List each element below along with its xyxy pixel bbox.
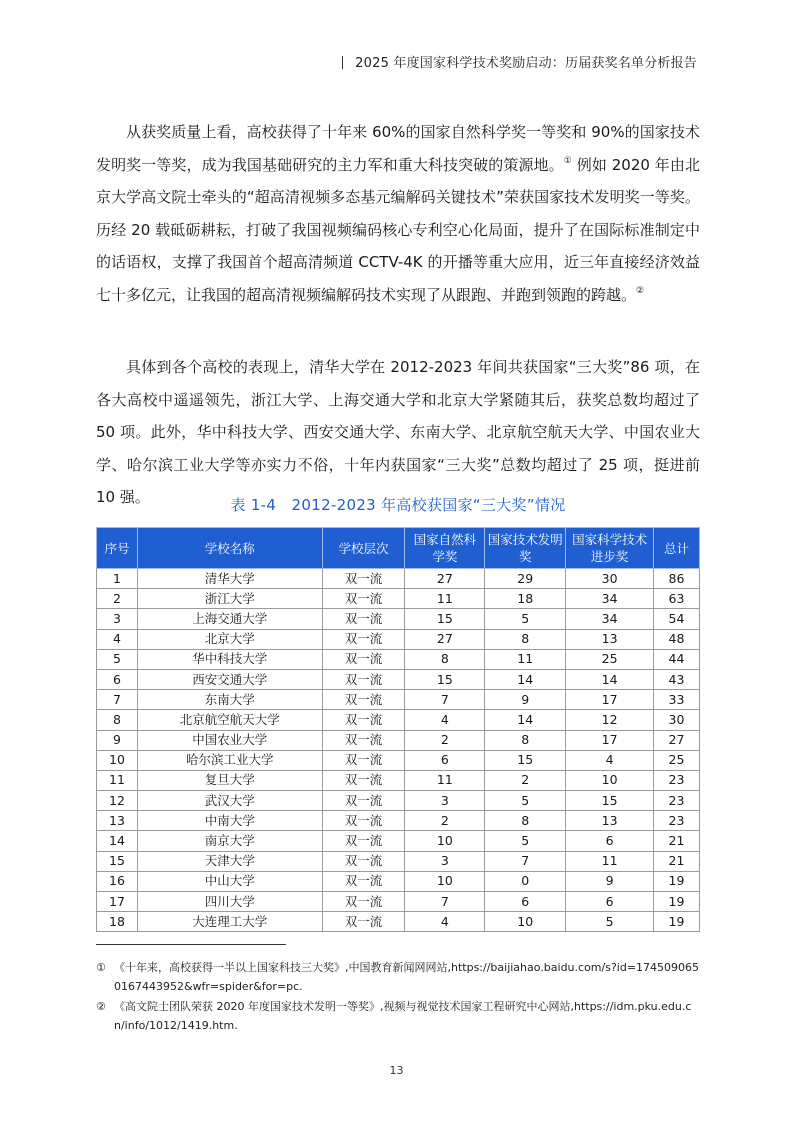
table-cell: 10 [566, 770, 654, 790]
table-cell: 43 [654, 669, 700, 689]
table-cell: 18 [97, 912, 138, 932]
table-cell: 0 [485, 871, 566, 891]
table-cell: 4 [405, 710, 485, 730]
table-cell: 2 [405, 730, 485, 750]
footnote-text: 《高文院士团队荣获 2020 年度国家技术发明一等奖》,视频与视觉技术国家工程研究中心网站,https://idm.pku.edu.cn/info/1012/1419.htm. [114, 1000, 692, 1032]
table-cell: 11 [405, 770, 485, 790]
footnote-mark: ① [96, 961, 106, 974]
table-cell: 7 [405, 690, 485, 710]
table-cell: 27 [654, 730, 700, 750]
table-cell: 上海交通大学 [137, 609, 322, 629]
column-header: 国家技术发明奖 [485, 528, 566, 569]
table-cell: 14 [566, 669, 654, 689]
table-row [97, 710, 700, 730]
table-cell: 双一流 [322, 750, 405, 770]
table-row [97, 750, 700, 770]
table-row [97, 569, 700, 589]
table-cell: 双一流 [322, 831, 405, 851]
table-cell: 1 [97, 569, 138, 589]
table-row [97, 690, 700, 710]
table-cell: 13 [97, 811, 138, 831]
table-cell: 9 [566, 871, 654, 891]
table-row [97, 730, 700, 750]
table-cell: 25 [566, 649, 654, 669]
table-cell: 2 [97, 589, 138, 609]
footnote-divider [96, 944, 286, 945]
table-cell: 北京航空航天大学 [137, 710, 322, 730]
table-cell: 17 [566, 690, 654, 710]
table-cell: 双一流 [322, 791, 405, 811]
column-header: 国家科学技术进步奖 [566, 528, 654, 569]
table-cell: 3 [405, 851, 485, 871]
table-cell: 11 [97, 770, 138, 790]
table-cell: 44 [654, 649, 700, 669]
table-cell: 27 [405, 629, 485, 649]
table-cell: 15 [97, 851, 138, 871]
paragraph-universities: 具体到各个高校的表现上，清华大学在 2012-2023 年间共获国家“三大奖”86 项，在各大高校中遥遥领先，浙江大学、上海交通大学和北京大学紧随其后，获奖总数均超过了 50 项。此外，华中科技大学、西安交通大学、东南大学、北京航空航天大学、中国农业大学、哈尔滨工业大学等亦实力不俗，十年内获国家“三大奖”总数均超过了 25 项，挺进前 10 强。 [96, 358, 700, 506]
table-cell: 8 [405, 649, 485, 669]
table-cell: 6 [566, 892, 654, 912]
table-cell: 3 [405, 791, 485, 811]
footnote-mark: ② [96, 1000, 106, 1013]
table-cell: 14 [97, 831, 138, 851]
table-cell: 清华大学 [137, 569, 322, 589]
running-header [342, 52, 697, 71]
table-cell: 6 [485, 892, 566, 912]
table-body [97, 569, 700, 932]
table-cell: 2 [405, 811, 485, 831]
table-cell: 南京大学 [137, 831, 322, 851]
table-cell: 双一流 [322, 649, 405, 669]
footnote-ref-1[interactable]: ① [563, 155, 572, 166]
table-cell: 4 [97, 629, 138, 649]
table-cell: 8 [97, 710, 138, 730]
table-cell: 6 [566, 831, 654, 851]
table-cell: 双一流 [322, 912, 405, 932]
table-cell: 北京大学 [137, 629, 322, 649]
table-cell: 中南大学 [137, 811, 322, 831]
table-cell: 6 [405, 750, 485, 770]
table-cell: 4 [566, 750, 654, 770]
table-cell: 四川大学 [137, 892, 322, 912]
table-cell: 9 [485, 690, 566, 710]
table-cell: 双一流 [322, 669, 405, 689]
table-cell: 63 [654, 589, 700, 609]
table-cell: 23 [654, 791, 700, 811]
table-cell: 8 [485, 629, 566, 649]
table-cell: 14 [485, 710, 566, 730]
table-row [97, 669, 700, 689]
table-cell: 9 [97, 730, 138, 750]
column-header: 学校名称 [137, 528, 322, 569]
footnotes [96, 958, 700, 1036]
table-cell: 8 [485, 730, 566, 750]
table-cell: 10 [405, 871, 485, 891]
table-cell: 30 [566, 569, 654, 589]
table-row [97, 629, 700, 649]
header-divider [342, 56, 344, 69]
table-row [97, 831, 700, 851]
table-cell: 48 [654, 629, 700, 649]
table-cell: 33 [654, 690, 700, 710]
table-cell: 30 [654, 710, 700, 730]
table-row [97, 791, 700, 811]
paragraph-quality-text-a: 从获奖质量上看，高校获得了十年来 60%的国家自然科学奖一等奖和 90%的国家技术发明奖一等奖，成为我国基础研究的主力军和重大科技突破的策源地。 [96, 123, 700, 174]
footnote-1 [96, 958, 700, 996]
table-cell: 双一流 [322, 589, 405, 609]
table-cell: 双一流 [322, 609, 405, 629]
table-cell: 11 [566, 851, 654, 871]
table-cell: 25 [654, 750, 700, 770]
table-cell: 17 [97, 892, 138, 912]
table-row [97, 811, 700, 831]
page-number: 13 [389, 1064, 404, 1077]
table-cell: 双一流 [322, 629, 405, 649]
table-cell: 11 [405, 589, 485, 609]
table-cell: 15 [485, 750, 566, 770]
table-cell: 复旦大学 [137, 770, 322, 790]
table-cell: 13 [566, 811, 654, 831]
table-cell: 武汉大学 [137, 791, 322, 811]
table-cell: 34 [566, 609, 654, 629]
table-cell: 浙江大学 [137, 589, 322, 609]
table-cell: 华中科技大学 [137, 649, 322, 669]
table-cell: 5 [485, 791, 566, 811]
table-row [97, 609, 700, 629]
table-row [97, 649, 700, 669]
table-cell: 双一流 [322, 892, 405, 912]
table-cell: 21 [654, 831, 700, 851]
table-cell: 4 [405, 912, 485, 932]
table-row [97, 912, 700, 932]
table-cell: 双一流 [322, 770, 405, 790]
table-cell: 5 [566, 912, 654, 932]
table-cell: 哈尔滨工业大学 [137, 750, 322, 770]
awards-table [96, 527, 700, 932]
table-cell: 17 [566, 730, 654, 750]
table-cell: 18 [485, 589, 566, 609]
table-cell: 29 [485, 569, 566, 589]
table-cell: 19 [654, 892, 700, 912]
table-cell: 7 [97, 690, 138, 710]
column-header: 学校层次 [322, 528, 405, 569]
header-title: 2025 年度国家科学技术奖励启动：历届获奖名单分析报告 [355, 56, 697, 71]
table-cell: 10 [97, 750, 138, 770]
table-row [97, 871, 700, 891]
table-cell: 13 [566, 629, 654, 649]
table-cell: 双一流 [322, 730, 405, 750]
table-cell: 双一流 [322, 690, 405, 710]
paragraph-quality-text-b: 例如 2020 年由北京大学高文院士牵头的“超高清视频多态基元编解码关键技术”荣获国家技术发明奖一等奖。历经 20 载砥砺耕耘，打破了我国视频编码核心专利空心化局面，提升了在国际标准制定中的话语权，支撑了我国首个超高清频道 CCTV-4K 的开播等重大应用，近三年直接经济效益七十多亿元，让我国的超高清视频编解码技术实现了从跟跑、并跑到领跑的跨越。 [96, 155, 700, 304]
table-row [97, 770, 700, 790]
footnote-text: 《十年来，高校获得一半以上国家科技三大奖》,中国教育新闻网网站,https://baijiahao.baidu.com/s?id=1745090650167443952&wfr=spider&for=pc. [114, 961, 700, 993]
table-cell: 3 [97, 609, 138, 629]
table-cell: 5 [485, 831, 566, 851]
table-cell: 8 [485, 811, 566, 831]
table-cell: 7 [405, 892, 485, 912]
table-cell: 34 [566, 589, 654, 609]
table-cell: 西安交通大学 [137, 669, 322, 689]
table-row [97, 892, 700, 912]
table-cell: 15 [566, 791, 654, 811]
table-cell: 14 [485, 669, 566, 689]
table-cell: 23 [654, 811, 700, 831]
table-cell: 12 [97, 791, 138, 811]
table-cell: 15 [405, 609, 485, 629]
table-cell: 双一流 [322, 811, 405, 831]
footnote-ref-2[interactable]: ② [636, 285, 645, 296]
paragraph-quality [96, 116, 700, 311]
table-cell: 双一流 [322, 871, 405, 891]
table-cell: 7 [485, 851, 566, 871]
table-cell: 19 [654, 912, 700, 932]
table-row [97, 851, 700, 871]
table-cell: 2 [485, 770, 566, 790]
table-cell: 10 [405, 831, 485, 851]
table-cell: 双一流 [322, 851, 405, 871]
table-cell: 6 [97, 669, 138, 689]
table-cell: 12 [566, 710, 654, 730]
table-cell: 双一流 [322, 710, 405, 730]
table-cell: 双一流 [322, 569, 405, 589]
table-cell: 5 [485, 609, 566, 629]
table-cell: 54 [654, 609, 700, 629]
table-cell: 10 [485, 912, 566, 932]
table-cell: 中国农业大学 [137, 730, 322, 750]
table-cell: 中山大学 [137, 871, 322, 891]
table-cell: 19 [654, 871, 700, 891]
table-cell: 5 [97, 649, 138, 669]
table-cell: 天津大学 [137, 851, 322, 871]
table-cell: 15 [405, 669, 485, 689]
table-cell: 86 [654, 569, 700, 589]
column-header: 序号 [97, 528, 138, 569]
table-cell: 23 [654, 770, 700, 790]
table-row [97, 589, 700, 609]
table-cell: 21 [654, 851, 700, 871]
table-cell: 东南大学 [137, 690, 322, 710]
footnote-2 [96, 997, 700, 1035]
table-cell: 11 [485, 649, 566, 669]
column-header: 总计 [654, 528, 700, 569]
table-cell: 27 [405, 569, 485, 589]
column-header: 国家自然科学奖 [405, 528, 485, 569]
table-cell: 16 [97, 871, 138, 891]
table-cell: 大连理工大学 [137, 912, 322, 932]
table-caption: 表 1-4 2012-2023 年高校获国家“三大奖”情况 [230, 496, 566, 514]
table-header-row [97, 528, 700, 569]
